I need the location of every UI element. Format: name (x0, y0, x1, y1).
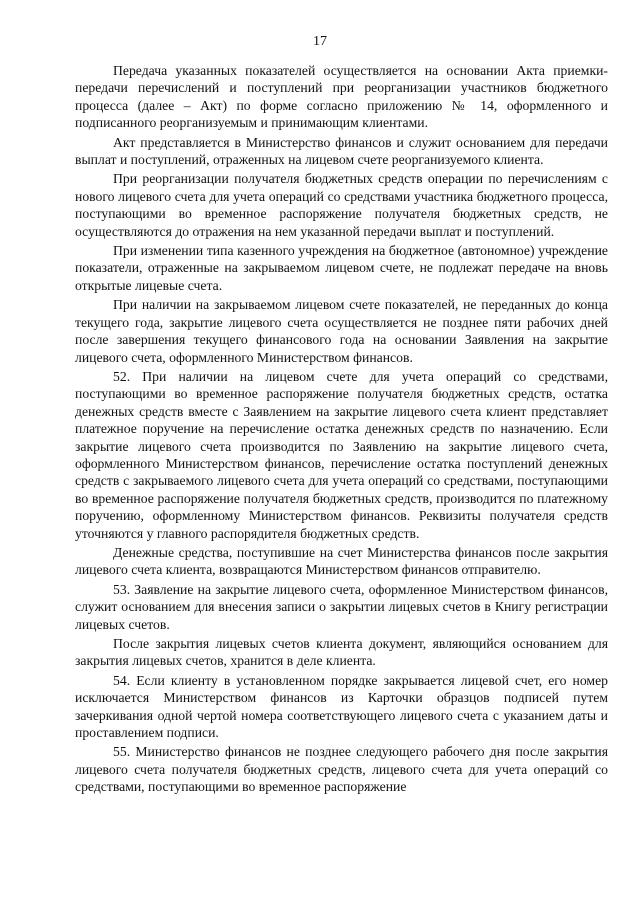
paragraph-year-end-closing: При наличии на закрываемом лицевом счете показателей, не переданных до конца текущего года, закрытие лицевого счета осуществляется не позднее пяти рабочих дней после завершения текущего финансового года на основании Заявления на закрытие лицевого счета, оформленного Министерством финансов. (75, 297, 608, 365)
paragraph-item-53: 53. Заявление на закрытие лицевого счета, оформленное Министерством финансов, служит основанием для внесения записи о закрытии лицевых счетов в Книгу регистрации лицевых счетов. (75, 581, 608, 632)
paragraph-item-54: 54. Если клиенту в установленном порядке закрывается лицевой счет, его номер исключается Министерством финансов из Карточки образцов подписей путем зачеркивания одной чертой номера соответствующего лицевого счета с указанием даты и проставлением подписи. (75, 672, 608, 741)
paragraph-act-submission: Акт представляется в Министерство финансов и служит основанием для передачи выплат и поступлений, отраженных на лицевом счете реорганизуемого клиента. (75, 134, 608, 168)
paragraph-document-storage: После закрытия лицевых счетов клиента документ, являющийся основанием для закрытия лицевых счетов, хранится в деле клиента. (75, 636, 608, 669)
paragraph-type-change: При изменении типа казенного учреждения на бюджетное (автономное) учреждение показатели, отраженные на закрываемом лицевом счете, не подлежат передаче на вновь открытые лицевые счета. (75, 243, 608, 293)
paragraph-item-55: 55. Министерство финансов не позднее следующего рабочего дня после закрытия лицевого счета получателя бюджетных средств, лицевого счета для учета операций со средствами, поступающими во временное распоряжение (75, 744, 608, 795)
page-number: 17 (313, 34, 327, 49)
paragraph-item-52: 52. При наличии на лицевом счете для учета операций со средствами, поступающими во временное распоряжение получателя бюджетных средств, остатка денежных средств вместе с Заявлением на закрытие лицевого счета клиент представляет платежное поручение на перечисление остатка денежных средств по назначению. Если закрытие лицевого счета производится по Заявлению на закрытие лицевого счета, оформленного Министерством финансов, перечисление остатка поступлений денежных средств с закрываемого лицевого счета для учета операций со средствами, поступающими во временное распоряжение получателя бюджетных средств, производится по платежному поручению, оформленному Министерством финансов. Реквизиты получателя средств уточняются у главного распорядителя бюджетных средств. (75, 368, 608, 541)
document-body (75, 62, 608, 796)
paragraph-returned-funds: Денежные средства, поступившие на счет Министерства финансов после закрытия лицевого счета клиента, возвращаются Министерством финансов отправителю. (75, 544, 608, 578)
paragraph-act-transfer: Передача указанных показателей осуществляется на основании Акта приемки-передачи перечислений и поступлений при реорганизации участников бюджетного процесса (далее – Акт) по форме согласно приложению № 14, оформленного и подписанного реорганизуемым и принимающим клиентами. (75, 63, 608, 131)
paragraph-reorganization: При реорганизации получателя бюджетных средств операции по перечислениям с нового лицевого счета для учета операций со средствами участника бюджетного процесса, поступающими во временное распоряжение получателя бюджетных средств, не осуществляются до отражения на нем указанной передачи выплат и поступлений. (75, 171, 608, 239)
